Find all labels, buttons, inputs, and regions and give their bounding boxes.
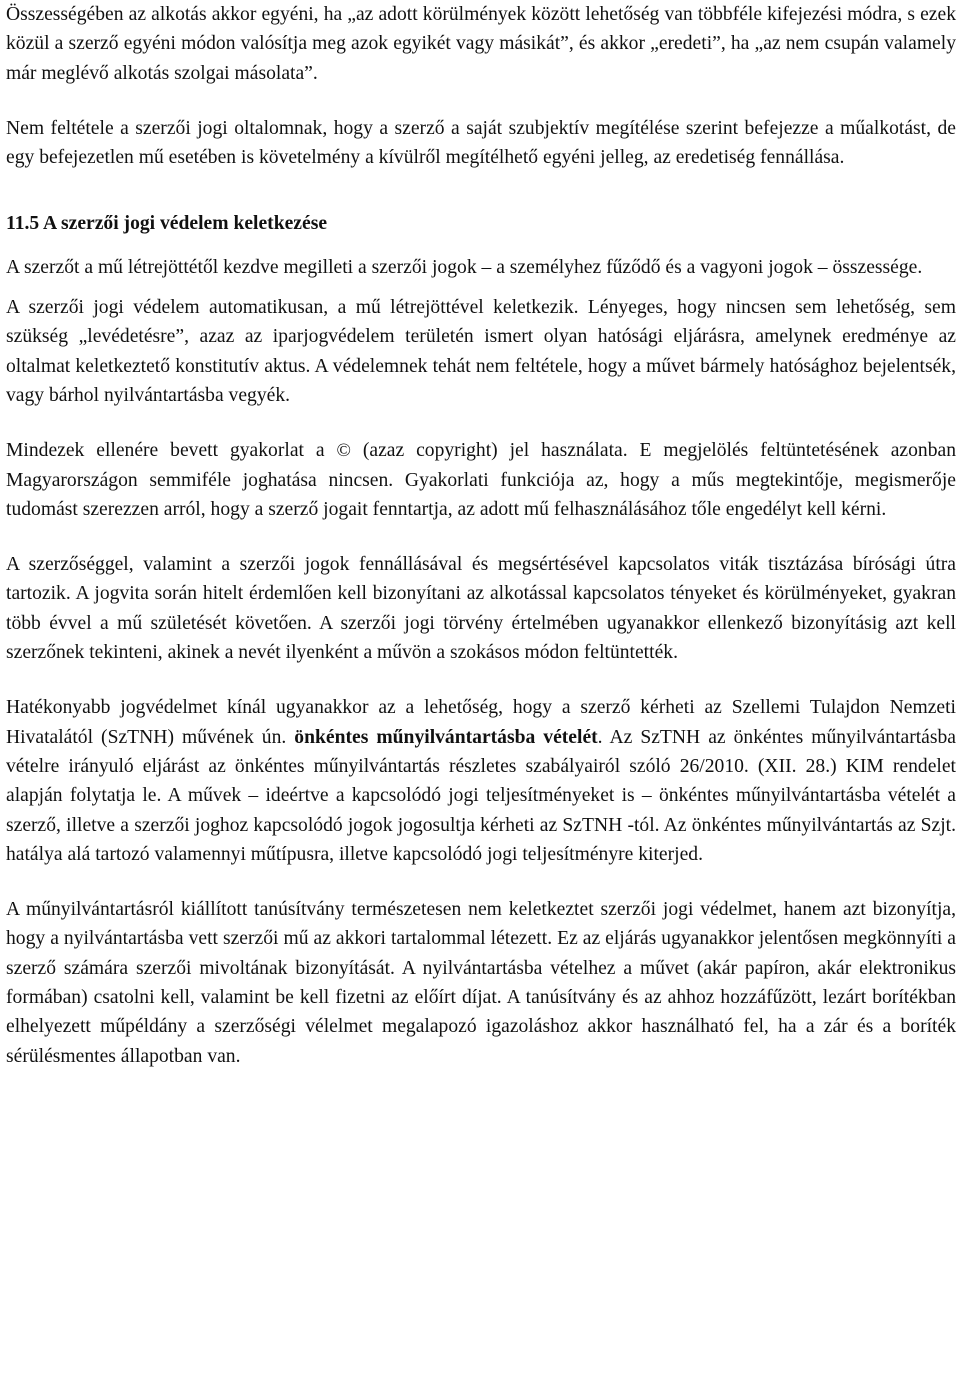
paragraph-disputes: A szerzőséggel, valamint a szerzői jogok fennállásával és megsértésével kapcsolatos viták tisztázása bírósági útra tartozik. A jogvita során hitelt érdemlően kell bizonyítani az alkotással kapcsolatos tényeket és körülményeket, gyakran több évvel a mű születését követően. A szerzői jogi törvény értelmében ugyanakkor ellenkező bizonyításig azt kell szerzőnek tekinteni, akinek a nevét ilyenként a művön a szokásos módon feltüntették. xyxy=(6,554,956,664)
paragraph-rights: A szerzőt a mű létrejöttétől kezdve megilleti a szerzői jogok – a személyhez fűződő és a vagyoni jogok – összessége. xyxy=(6,256,923,278)
paragraph-registration xyxy=(6,693,956,869)
document-page xyxy=(6,0,956,1071)
paragraph-copyright-sign xyxy=(6,436,956,524)
paragraph-completion: Nem feltétele a szerzői jogi oltalomnak, hogy a szerző a saját szubjektív megítélése szerint befejezze a műalkotást, de egy befejezetlen mű esetében is követelmény a kívülről megítélhető egyéni jelleg, az eredetiség fennállása. xyxy=(6,117,956,169)
paragraph-registration-end: . Az SzTNH az önkéntes műnyilvántartásba vételre irányuló eljárást az önkéntes műnyilvántartás részletes szabályairól szóló 26/2010. (XII. 28.) KIM rendelet alapján folytatja le. A művek – ideértve a kapcsolódó jogi teljesítményeket is – önkéntes műnyilvántartásba vételét a szerző, illetve a szerzői joghoz kapcsolódó jogok jogosultja kérheti az SzTNH -tól. Az önkéntes műnyilvántartás az Szjt. hatálya alá tartozó valamennyi műtípusra, illetve kapcsolódó jogi teljesítményre kiterjed. xyxy=(6,726,956,865)
copyright-icon: © xyxy=(336,440,351,462)
paragraph-certificate: A műnyilvántartásról kiállított tanúsítvány természetesen nem keletkeztet szerzői jogi védelmet, hanem azt bizonyítja, hogy a nyilvántartásba vett szerzői mű az akkori tartalommal létezett. Ez az eljárás ugyanakkor jelentősen megkönnyíti a szerző számára szerzői mivoltának bizonyítását. A nyilvántartásba vételhez a művet (akár papíron, akár elektronikus formában) csatolni kell, valamint be kell fizetni az előírt díjat. A tanúsítvány és az ahhoz hozzáfűzött, lezárt borítékban elhelyezett műpéldány a szerzőségi vélelmet megalapozó igazoláshoz akkor használható fel, ha a zár és a boríték sérülésmentes állapotban van. xyxy=(6,899,956,1067)
paragraph-registration-start: Hatékonyabb jogvédelmet kínál ugyanakkor az a lehetőség, hogy a szerző kérheti az Szellemi Tulajdon Nemzeti Hivatalától (SzTNH) művének ún. xyxy=(6,697,956,748)
paragraph-automatic-protection: A szerzői jogi védelem automatikusan, a mű létrejöttével keletkezik. Lényeges, hogy nincsen sem lehetőség, sem szükség „levédetésre”, azaz az iparjogvédelem területén ismert olyan hatósági eljárásra, amelynek eredménye az oltalmat keletkeztető konstitutív aktus. A védelemnek tehát nem feltétele, hogy a művet bármely hatósághoz bejelentsék, vagy bárhol nyilvántartásba vegyék. xyxy=(6,297,956,406)
paragraph-copyright-sign-start: Mindezek ellenére bevett gyakorlat a xyxy=(6,440,337,462)
voluntary-registration-term: önkéntes műnyilvántartásba vételét xyxy=(294,726,598,748)
paragraph-originality: Összességében az alkotás akkor egyéni, ha „az adott körülmények között lehetőség van többféle kifejezési módra, s ezek közül a szerző egyéni módon valósítja meg azok egyikét vagy másikát”, és akkor „eredeti”, ha „az nem csupán valamely már meglévő alkotás szolgai másolata”. xyxy=(6,4,956,84)
section-heading: 11.5 A szerzői jogi védelem keletkezése xyxy=(6,213,328,235)
paragraph-copyright-sign-end: (azaz copyright) jel használata. E megjelölés feltüntetésének azonban Magyarországon semmiféle joghatása nincsen. Gyakorlati funkciója az, hogy a műs megtekintője, megismerője tudomást szerezzen arról, hogy a szerző jogait fenntartja, az adott mű felhasználásához tőle engedélyt kell kérni. xyxy=(6,440,956,520)
